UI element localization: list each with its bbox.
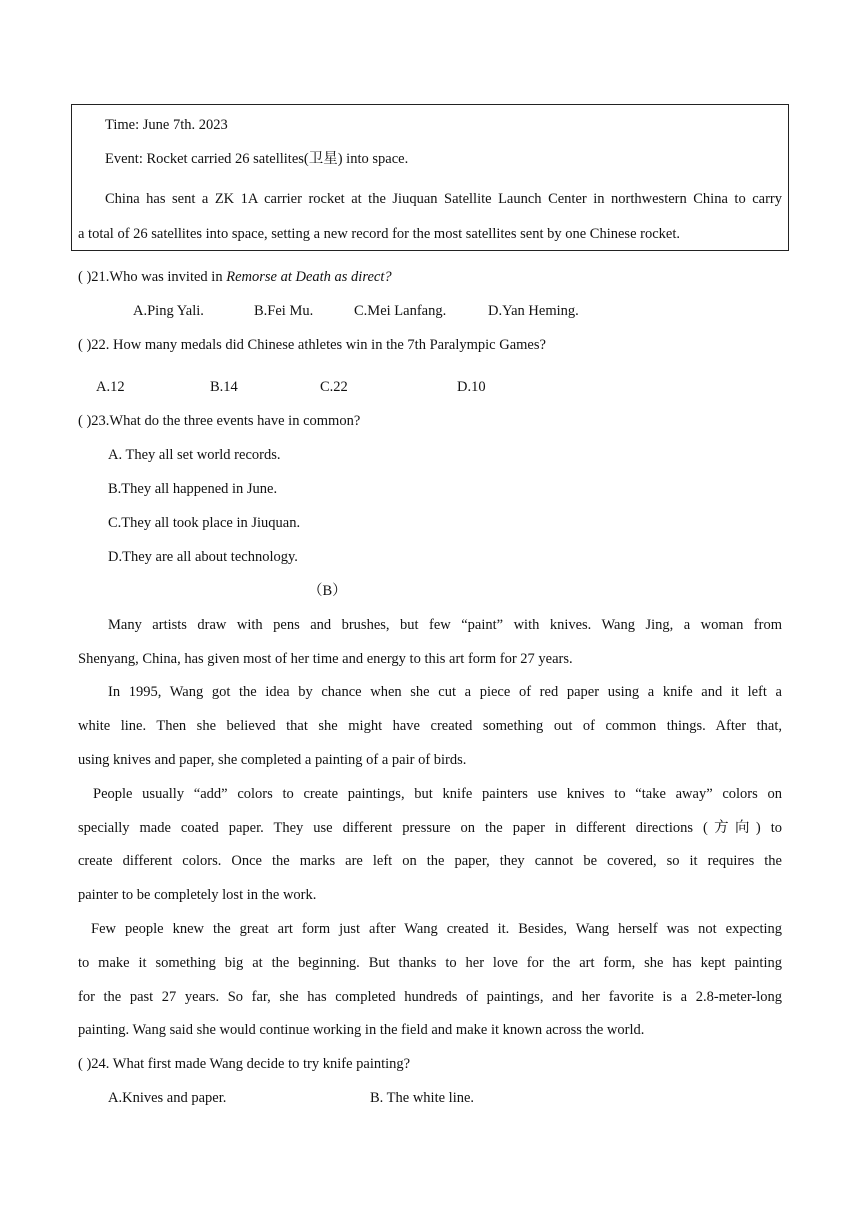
option: C.22 — [320, 379, 348, 395]
option: B.14 — [210, 379, 238, 395]
passage-line: to make it something big at the beginning. But thanks to her love for the art form, she has kept painting — [78, 955, 782, 971]
info-event: Event: Rocket carried 26 satellites(卫星) into space. — [105, 151, 409, 167]
question-stem: 21.Who was invited in — [91, 269, 227, 285]
question-stem-italic: Remorse at Death as direct? — [226, 269, 392, 285]
question-23 — [78, 412, 360, 430]
question-stem: 24. What first made Wang decide to try knife painting? — [91, 1056, 411, 1072]
option: B. The white line. — [370, 1090, 475, 1106]
section-heading: （B） — [308, 583, 347, 599]
option: D.They are all about technology. — [108, 549, 298, 565]
option: A.12 — [96, 379, 125, 395]
answer-bracket[interactable]: ( ) — [78, 413, 92, 429]
option: A.Knives and paper. — [108, 1090, 227, 1106]
passage-line: In 1995, Wang got the idea by chance when she cut a piece of red paper using a knife and it left a — [108, 684, 782, 700]
answer-bracket[interactable]: ( ) — [78, 337, 92, 353]
passage-line: painter to be completely lost in the work. — [78, 887, 317, 903]
passage-line: Few people knew the great art form just after Wang created it. Besides, Wang herself was not expecting — [91, 921, 782, 937]
question-stem: 22. How many medals did Chinese athletes win in the 7th Paralympic Games? — [91, 337, 546, 353]
passage-line: painting. Wang said she would continue working in the field and make it known across the world. — [78, 1022, 645, 1038]
question-22 — [78, 336, 546, 354]
answer-bracket[interactable]: ( ) — [78, 1056, 92, 1072]
question-21 — [78, 268, 392, 286]
info-paragraph-line: a total of 26 satellites into space, setting a new record for the most satellites sent by one Chinese rocket. — [78, 226, 680, 242]
answer-bracket[interactable]: ( ) — [78, 269, 92, 285]
passage-line: using knives and paper, she completed a painting of a pair of birds. — [78, 752, 467, 768]
question-24 — [78, 1055, 410, 1073]
option: D.10 — [457, 379, 486, 395]
option: B.Fei Mu. — [254, 303, 314, 319]
option: D.Yan Heming. — [488, 303, 579, 319]
option: C.They all took place in Jiuquan. — [108, 515, 301, 531]
passage-line: Shenyang, China, has given most of her time and energy to this art form for 27 years. — [78, 651, 573, 667]
passage-line: Many artists draw with pens and brushes, but few “paint” with knives. Wang Jing, a woman from — [108, 617, 782, 633]
info-time: Time: June 7th. 2023 — [105, 117, 228, 133]
option: C.Mei Lanfang. — [354, 303, 447, 319]
passage-line: for the past 27 years. So far, she has completed hundreds of paintings, and her favorite is a 2.8-meter-long — [78, 989, 782, 1005]
passage-line: People usually “add” colors to create paintings, but knife painters use knives to “take away” colors on — [93, 786, 782, 802]
info-paragraph-line: China has sent a ZK 1A carrier rocket at the Jiuquan Satellite Launch Center in northwestern China to carry — [105, 191, 782, 207]
option: A. They all set world records. — [108, 447, 281, 463]
option: A.Ping Yali. — [133, 303, 204, 319]
passage-line: white line. Then she believed that she might have created something out of common things. After that, — [78, 718, 782, 734]
option: B.They all happened in June. — [108, 481, 278, 497]
passage-line: specially made coated paper. They use different pressure on the paper in different directions (方向) to — [78, 820, 782, 836]
question-stem: 23.What do the three events have in common? — [91, 413, 361, 429]
passage-line: create different colors. Once the marks are left on the paper, they cannot be covered, so it requires the — [78, 853, 782, 869]
